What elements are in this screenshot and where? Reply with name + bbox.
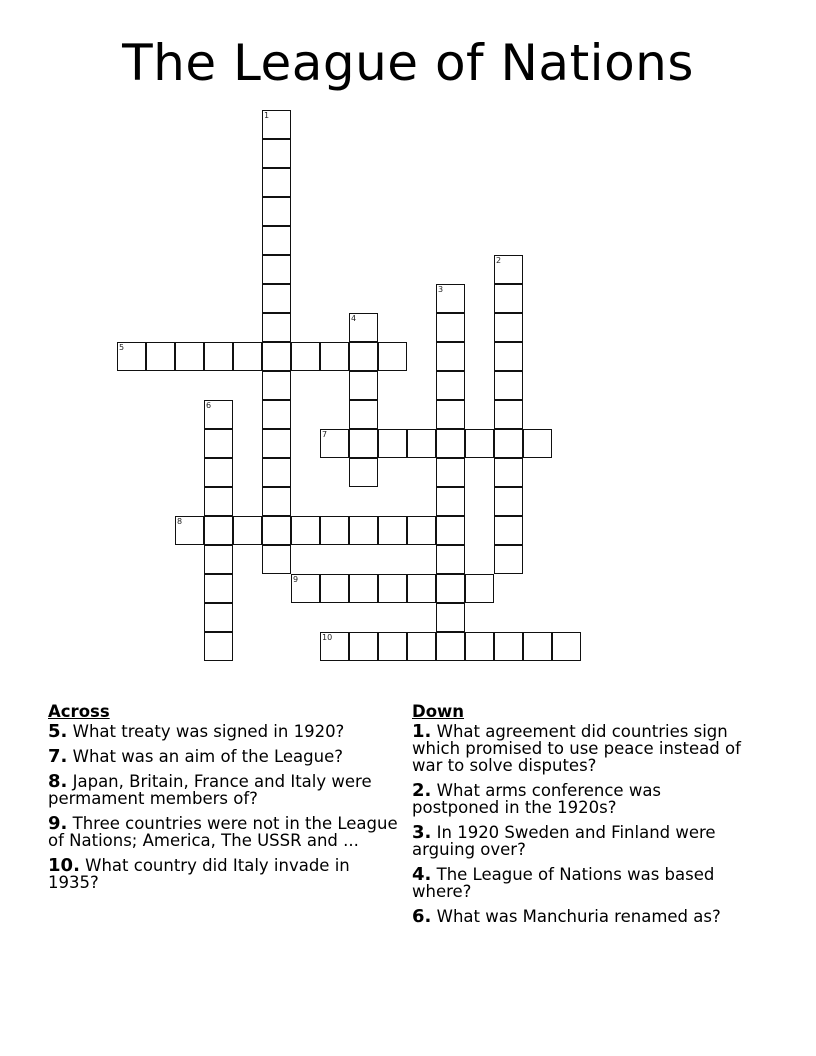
crossword-cell[interactable]: [291, 574, 320, 603]
crossword-cell[interactable]: [465, 429, 494, 458]
crossword-cell[interactable]: [436, 284, 465, 313]
crossword-cell[interactable]: [349, 429, 378, 458]
crossword-cell[interactable]: [117, 342, 146, 371]
cell-number: 7: [322, 430, 328, 439]
crossword-cell[interactable]: [436, 487, 465, 516]
clue-number: 9: [48, 813, 61, 834]
crossword-cell[interactable]: [262, 371, 291, 400]
crossword-cell[interactable]: [262, 400, 291, 429]
down-clues: [412, 702, 752, 933]
clue-text: Japan, Britain, France and Italy were permament members of?: [48, 772, 372, 808]
crossword-cell[interactable]: [349, 574, 378, 603]
crossword-cell[interactable]: [436, 574, 465, 603]
clue-across-9: 9. Three countries were not in the League of Nations; America, The USSR and ...: [48, 813, 398, 850]
crossword-cell[interactable]: [204, 545, 233, 574]
clue-text: What was an aim of the League?: [72, 747, 343, 766]
crossword-cell[interactable]: [262, 284, 291, 313]
down-heading: Down: [412, 702, 465, 721]
crossword-cell[interactable]: [436, 429, 465, 458]
clue-down-3: 3. In 1920 Sweden and Finland were arguing over?: [412, 822, 716, 859]
crossword-cell[interactable]: [262, 255, 291, 284]
crossword-cell[interactable]: [262, 197, 291, 226]
clue-number: 3: [412, 822, 425, 843]
crossword-cell[interactable]: [465, 632, 494, 661]
crossword-cell[interactable]: [262, 226, 291, 255]
cell-number: 2: [496, 256, 502, 265]
crossword-cell[interactable]: [204, 603, 233, 632]
cell-number: 6: [206, 401, 212, 410]
crossword-cell[interactable]: [494, 516, 523, 545]
crossword-cell[interactable]: [494, 400, 523, 429]
crossword-cell[interactable]: [436, 313, 465, 342]
crossword-cell[interactable]: [204, 400, 233, 429]
crossword-cell[interactable]: [291, 516, 320, 545]
clue-across-7: 7. What was an aim of the League?: [48, 746, 343, 767]
crossword-cell[interactable]: [349, 371, 378, 400]
crossword-cell[interactable]: [204, 632, 233, 661]
crossword-cell[interactable]: [233, 516, 262, 545]
crossword-cell[interactable]: [175, 342, 204, 371]
crossword-cell[interactable]: [204, 574, 233, 603]
clue-across-10: 10. What country did Italy invade in 1935?: [48, 855, 350, 892]
crossword-cell[interactable]: [320, 429, 349, 458]
clue-number: 4: [412, 864, 425, 885]
crossword-cell[interactable]: [320, 516, 349, 545]
crossword-cell[interactable]: [436, 371, 465, 400]
clue-text: The League of Nations was based where?: [412, 865, 715, 901]
cell-number: 1: [264, 111, 270, 120]
clue-number: 2: [412, 780, 425, 801]
crossword-cell[interactable]: [378, 574, 407, 603]
clue-number: 1: [412, 721, 425, 742]
crossword-cell[interactable]: [146, 342, 175, 371]
clue-down-1: 1. What agreement did countries sign which promised to use peace instead of war to solve disputes?: [412, 721, 741, 775]
crossword-cell[interactable]: [436, 400, 465, 429]
cell-number: 8: [177, 517, 183, 526]
clue-down-4: 4. The League of Nations was based where?: [412, 864, 715, 901]
crossword-cell[interactable]: [465, 574, 494, 603]
clue-across-8: 8. Japan, Britain, France and Italy were permament members of?: [48, 771, 372, 808]
crossword-cell[interactable]: [204, 458, 233, 487]
crossword-cell[interactable]: [494, 313, 523, 342]
crossword-cell[interactable]: [262, 110, 291, 139]
crossword-cell[interactable]: [320, 632, 349, 661]
crossword-cell[interactable]: [262, 545, 291, 574]
crossword-cell[interactable]: [436, 458, 465, 487]
clue-number: 8: [48, 771, 61, 792]
crossword-cell[interactable]: [262, 342, 291, 371]
across-clues: [48, 702, 403, 899]
cell-number: 3: [438, 285, 444, 294]
clue-text: What arms conference was postponed in the 1920s?: [412, 781, 662, 817]
crossword-cell[interactable]: [494, 284, 523, 313]
clue-number: 10: [48, 855, 74, 876]
crossword-cell[interactable]: [407, 632, 436, 661]
crossword-cell[interactable]: [407, 516, 436, 545]
crossword-cell[interactable]: [494, 255, 523, 284]
crossword-cell[interactable]: [436, 603, 465, 632]
clue-number: 7: [48, 746, 61, 767]
crossword-cell[interactable]: [552, 632, 581, 661]
crossword-cell[interactable]: [204, 429, 233, 458]
crossword-cell[interactable]: [378, 516, 407, 545]
cell-number: 10: [322, 633, 333, 642]
clue-text: What agreement did countries sign which promised to use peace instead of war to solve disputes?: [412, 722, 741, 775]
crossword-cell[interactable]: [291, 342, 320, 371]
cell-number: 9: [293, 575, 299, 584]
crossword-cell[interactable]: [320, 574, 349, 603]
clue-text: What country did Italy invade in 1935?: [48, 856, 350, 892]
crossword-cell[interactable]: [436, 632, 465, 661]
crossword-cell[interactable]: [378, 342, 407, 371]
clue-text: Three countries were not in the League of Nations; America, The USSR and ...: [48, 814, 398, 850]
clue-down-6: 6. What was Manchuria renamed as?: [412, 906, 721, 927]
clue-number: 5: [48, 721, 61, 742]
crossword-cell[interactable]: [233, 342, 262, 371]
crossword-cell[interactable]: [523, 429, 552, 458]
crossword-cell[interactable]: [262, 429, 291, 458]
crossword-cell[interactable]: [349, 400, 378, 429]
clue-number: 6: [412, 906, 425, 927]
clue-across-5: 5. What treaty was signed in 1920?: [48, 721, 345, 742]
crossword-cell[interactable]: [349, 313, 378, 342]
crossword-cell[interactable]: [262, 139, 291, 168]
crossword-cell[interactable]: [494, 487, 523, 516]
crossword-cell[interactable]: [204, 487, 233, 516]
clue-down-2: 2. What arms conference was postponed in the 1920s?: [412, 780, 662, 817]
crossword-cell[interactable]: [204, 516, 233, 545]
crossword-cell[interactable]: [494, 429, 523, 458]
crossword-cell[interactable]: [320, 342, 349, 371]
crossword-cell[interactable]: [378, 632, 407, 661]
crossword-cell[interactable]: [262, 516, 291, 545]
crossword-cell[interactable]: [349, 458, 378, 487]
clue-text: What treaty was signed in 1920?: [72, 722, 345, 741]
crossword-cell[interactable]: [523, 632, 552, 661]
crossword-cell[interactable]: [262, 168, 291, 197]
crossword-cell[interactable]: [494, 458, 523, 487]
crossword-cell[interactable]: [262, 487, 291, 516]
crossword-cell[interactable]: [349, 342, 378, 371]
crossword-cell[interactable]: [407, 574, 436, 603]
crossword-cell[interactable]: [407, 429, 436, 458]
crossword-cell[interactable]: [378, 429, 407, 458]
crossword-cell[interactable]: [349, 632, 378, 661]
cell-number: 5: [119, 343, 125, 352]
crossword-cell[interactable]: [494, 545, 523, 574]
across-heading: Across: [48, 702, 110, 721]
crossword-cell[interactable]: [494, 342, 523, 371]
clue-text: What was Manchuria renamed as?: [436, 907, 721, 926]
crossword-cell[interactable]: [349, 516, 378, 545]
crossword-cell[interactable]: [494, 632, 523, 661]
cell-number: 4: [351, 314, 357, 323]
crossword-cell[interactable]: [436, 516, 465, 545]
crossword-cell[interactable]: [436, 342, 465, 371]
crossword-cell[interactable]: [175, 516, 204, 545]
crossword-cell[interactable]: [262, 458, 291, 487]
clue-text: In 1920 Sweden and Finland were arguing over?: [412, 823, 716, 859]
crossword-cell[interactable]: [204, 342, 233, 371]
crossword-cell[interactable]: [262, 313, 291, 342]
crossword-cell[interactable]: [436, 545, 465, 574]
page-title: The League of Nations: [122, 34, 694, 92]
crossword-cell[interactable]: [494, 371, 523, 400]
